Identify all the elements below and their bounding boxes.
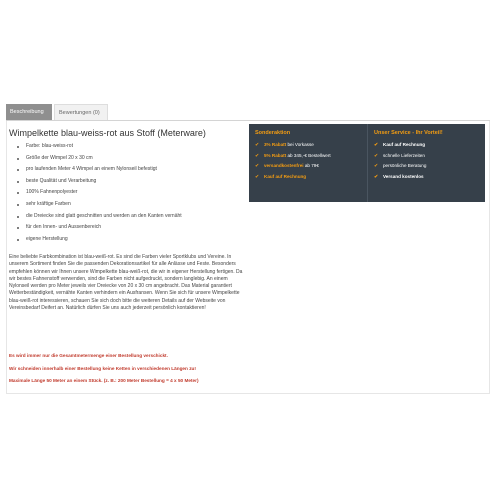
feature-item: Farbe: blau-weiss-rot <box>26 141 182 153</box>
service-item <box>374 161 479 172</box>
shipping-note: Es wird immer nur die Gesamtmetermenge einer Bestellung verschickt. <box>9 353 168 358</box>
service-item <box>374 151 479 162</box>
sonderaktion-text: bei Vorkasse <box>286 142 314 147</box>
feature-list <box>14 141 182 245</box>
sonderaktion-highlight: 3% Rabatt <box>264 142 287 147</box>
service-item <box>374 140 479 151</box>
shipping-note: Wir schneiden innerhalb einer Bestellung keine Ketten in verschiedenen Längen zu! <box>9 366 196 371</box>
service-text: schnelle Lieferzeiten <box>383 152 425 158</box>
checkmark-icon: ✔ <box>374 173 379 180</box>
feature-item: 100% Fahnenpolyester <box>26 187 182 199</box>
service-text: persönliche Beratung <box>383 163 427 168</box>
sonderaktion-highlight: versandkostenfrei <box>264 163 304 168</box>
checkmark-icon: ✔ <box>374 142 379 148</box>
sonderaktion-text: ab 345,-€ Bestellwert <box>286 152 331 158</box>
tab-beschreibung[interactable]: Beschreibung <box>6 104 52 120</box>
feature-item: beste Qualität und Verarbeitung <box>26 176 182 188</box>
sonderaktion-text: ab 79€ <box>303 163 319 168</box>
feature-item: die Dreiecke sind glatt geschnitten und werden an den Kanten vernäht <box>26 211 182 223</box>
checkmark-icon: ✔ <box>255 152 260 159</box>
service-box <box>367 124 485 202</box>
service-title: Unser Service - Ihr Vorteil! <box>374 130 443 136</box>
checkmark-icon: ✔ <box>374 163 379 169</box>
tab-bewertungen[interactable]: Bewertungen (0) <box>54 104 108 120</box>
service-text: Kauf auf Rechnung <box>383 142 426 147</box>
sonderaktion-highlight: 5% Rabatt <box>264 152 287 158</box>
sonderaktion-item <box>255 172 361 183</box>
sonderaktion-highlight: Kauf auf Rechnung <box>264 173 307 179</box>
checkmark-icon: ✔ <box>255 163 260 169</box>
feature-item: eigene Herstellung <box>26 234 182 246</box>
shipping-note: Maximale Länge 50 Meter an einem Stück. (z. B.: 200 Meter Bestellung = 4 x 50 Meter) <box>9 378 199 383</box>
sonderaktion-item <box>255 140 361 151</box>
checkmark-icon: ✔ <box>255 173 260 180</box>
checkmark-icon: ✔ <box>255 142 260 148</box>
feature-item: für den Innen- und Aussenbereich <box>26 222 182 234</box>
feature-item: pro laufenden Meter 4 Wimpel an einem Nylonseil befestigt <box>26 164 182 176</box>
sonderaktion-item <box>255 151 361 162</box>
sonderaktion-box <box>249 124 367 202</box>
feature-item: sehr kräftige Farben <box>26 199 182 211</box>
service-item <box>374 172 479 183</box>
feature-item: Größe der Wimpel 20 x 30 cm <box>26 153 182 165</box>
sonderaktion-item <box>255 161 361 172</box>
checkmark-icon: ✔ <box>374 152 379 159</box>
product-title: Wimpelkette blau-weiss-rot aus Stoff (Meterware) <box>9 128 206 138</box>
service-text: Versand kostenlos <box>383 173 424 179</box>
product-description: Eine beliebte Farbkombination ist blau-weiß-rot. Es sind die Farben vieler Sportklubs und Vereine. In unserem Sortiment finden Sie die passenden Dekorationsartikel für alle Anlässe und Feste. Besonders empfehlen können wir Ihnen unsere Wimpelkette blau-weiß-rot, die wir in eigener Herstellung fertigen. Da wir bestes Fahnenstoff verwenden, sind die Farben nicht aufgedruckt, sondern langlebig. An einem Nylonseil werden pro Meter jeweils vier Dreiecke von 20 x 30 cm angebracht. Das Material garantiert Wetterbeständigkeit, vernähte Kanten verhindern ein Ausfransen. Wenn Sie sich für unsere Wimpelkette blau-weiß-rot interessieren, schauen Sie sich doch bitte die weiteren Details auf der Webseite von Vereinsbedarf Deifert an. Natürlich dürfen Sie uns auch jederzeit persönlich kontaktieren! <box>9 254 243 312</box>
sonderaktion-title: Sonderaktion <box>255 130 291 136</box>
tab-bar <box>6 104 490 121</box>
